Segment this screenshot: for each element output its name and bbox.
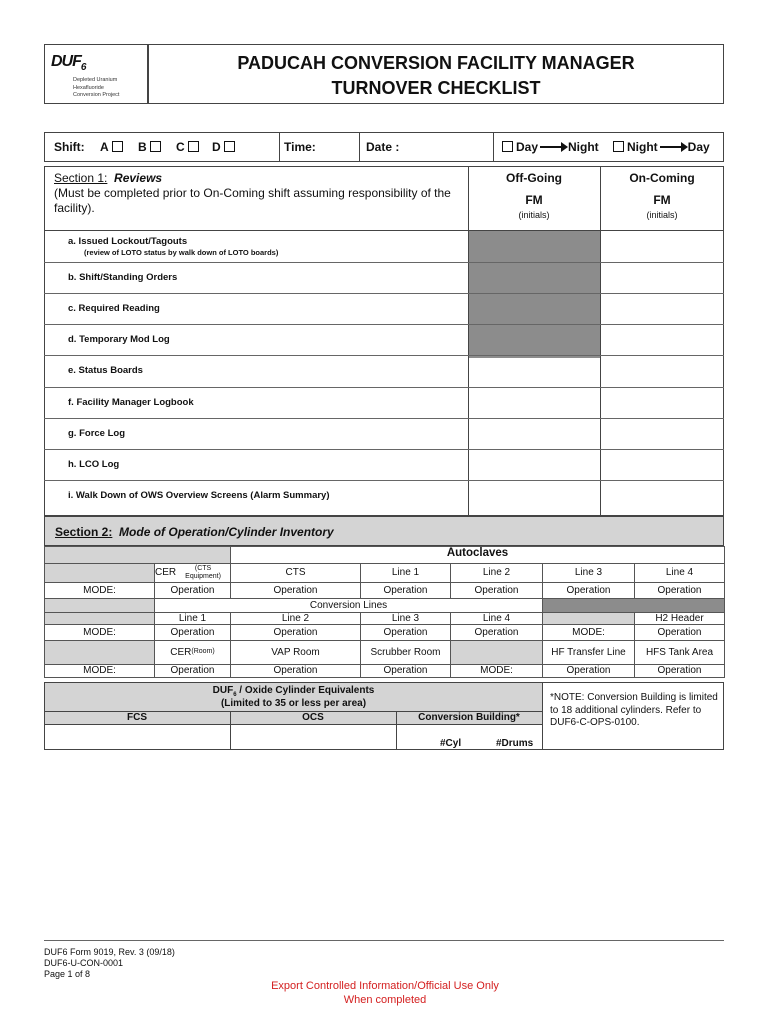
checklist-item-label: i. Walk Down of OWS Overview Screens (Alarm Summary) <box>68 489 330 501</box>
blank-gray-cell <box>44 598 155 613</box>
shift-a-checkbox[interactable] <box>112 141 123 152</box>
checklist-item-label: h. LCO Log <box>68 458 120 470</box>
shift-option-d[interactable]: D <box>212 140 238 154</box>
oncoming-initials-field[interactable] <box>601 231 723 262</box>
section2-header: Section 2: Mode of Operation/Cylinder Inventory <box>44 516 724 546</box>
operation-field[interactable]: Operation <box>154 664 231 678</box>
vap-room-header: VAP Room <box>230 640 361 665</box>
fcs-input[interactable] <box>45 725 229 749</box>
checklist-item-label: a. Issued Lockout/Tagouts <box>68 236 188 247</box>
conversion-line2-header: Line 2 <box>230 612 361 625</box>
oncoming-initials-field[interactable] <box>601 449 723 480</box>
blank-gray-cell <box>44 640 155 665</box>
autoclaves-header: Autoclaves <box>230 546 725 564</box>
shift-b-checkbox[interactable] <box>150 141 161 152</box>
oncoming-initials-field[interactable] <box>601 324 723 355</box>
oncoming-initials-field[interactable] <box>601 387 723 418</box>
operation-field[interactable]: Operation <box>230 664 361 678</box>
operation-field[interactable]: Operation <box>542 582 635 599</box>
blank-gray-cell <box>44 546 231 564</box>
conversion-lines-header: Conversion Lines <box>154 598 543 613</box>
operation-field[interactable]: Operation <box>360 582 451 599</box>
operation-field[interactable]: Operation <box>450 624 543 641</box>
logo-box <box>44 44 148 104</box>
offgoing-header: Off-Going FM (initials) <box>506 171 562 220</box>
date-field[interactable] <box>360 132 494 162</box>
operation-field[interactable]: Operation <box>154 624 231 641</box>
operation-field[interactable]: Operation <box>154 582 231 599</box>
offgoing-initials-field <box>469 293 599 324</box>
night-to-day-option[interactable]: Night Day <box>613 140 710 154</box>
mode-label: MODE: <box>44 582 155 599</box>
export-control-notice: Export Controlled Information/Official Use Only When completed <box>271 980 499 1006</box>
shift-label: Shift: <box>54 140 85 154</box>
ocs-input[interactable] <box>231 725 395 749</box>
operation-field[interactable]: Operation <box>634 582 725 599</box>
operation-field[interactable]: Operation <box>360 624 451 641</box>
conversion-line1-header: Line 1 <box>154 612 231 625</box>
cts-equipment-label: (CTS Equipment) <box>185 564 221 580</box>
autoclave-line1-header: Line 1 <box>360 563 451 583</box>
room-label: (Room) <box>191 648 215 656</box>
h2-header-label: H2 Header <box>634 612 725 625</box>
autoclave-line4-header: Line 4 <box>634 563 725 583</box>
blank-dark-cell <box>542 598 725 613</box>
operation-field[interactable]: Operation <box>542 664 635 678</box>
page-number: Page 1 of 8 <box>44 969 91 979</box>
blank-gray-cell <box>450 640 543 665</box>
duf6-logo: $DUF_6$ <box>51 53 86 74</box>
operation-field[interactable]: Operation <box>634 624 725 641</box>
cyl-label: #Cyl <box>440 738 462 749</box>
section1-title: Section 1: Reviews <box>54 171 163 185</box>
cer-header <box>154 563 231 583</box>
conversion-building-label: Conversion Building* <box>418 712 520 723</box>
cer-label: CER <box>155 567 177 579</box>
page-title-line2: TURNOVER CHECKLIST <box>331 78 541 98</box>
cer-room-header <box>154 640 231 665</box>
checklist-item-label: g. Force Log <box>68 427 125 439</box>
offgoing-initials-field[interactable] <box>469 418 599 449</box>
conversion-line3-header: Line 3 <box>360 612 451 625</box>
operation-field[interactable]: Operation <box>450 582 543 599</box>
oncoming-initials-field[interactable] <box>601 480 723 511</box>
duf-oxide-title: $DUF_6$ / Oxide Cylinder Equivalents <box>212 685 375 698</box>
cts-header: CTS <box>230 563 361 583</box>
scrubber-room-header: Scrubber Room <box>360 640 451 665</box>
oncoming-header: On-Coming FM (initials) <box>629 171 695 220</box>
shift-option-c[interactable]: C <box>176 140 202 154</box>
mode-label: MODE: <box>44 624 155 641</box>
drums-label: #Drums <box>496 738 534 749</box>
checklist-item-sublabel: (review of LOTO status by walk down of LOTO boards) <box>84 248 279 257</box>
shift-d-checkbox[interactable] <box>224 141 235 152</box>
autoclave-line3-header: Line 3 <box>542 563 635 583</box>
cer-label: CER <box>170 646 192 658</box>
offgoing-initials-field <box>469 231 599 262</box>
day-to-night-option[interactable]: Day Night <box>502 140 599 154</box>
form-id: DUF6 Form 9019, Rev. 3 (09/18) <box>44 947 175 957</box>
conversion-building-note: *NOTE: Conversion Building is limited to 18 additional cylinders. Refer to DUF6-C-OPS-0100. <box>550 692 718 728</box>
operation-field[interactable]: Operation <box>634 664 725 678</box>
date-label: Date : <box>366 140 400 154</box>
shift-c-checkbox[interactable] <box>188 141 199 152</box>
hfs-tank-area-header: HFS Tank Area <box>634 640 725 665</box>
checklist-item-label: f. Facility Manager Logbook <box>68 396 194 408</box>
shift-option-b[interactable]: B <box>138 140 164 154</box>
conversion-line4-header: Line 4 <box>450 612 543 625</box>
section1-description: (Must be completed prior to On-Coming shift assuming responsibility of the facility). <box>54 186 451 215</box>
fcs-label: FCS <box>127 712 147 723</box>
operation-field[interactable]: Operation <box>230 624 361 641</box>
night-day-checkbox[interactable] <box>613 141 624 152</box>
checklist-item-label: e. Status Boards <box>68 365 143 377</box>
arrow-right-icon <box>660 146 684 148</box>
time-label: Time: <box>284 140 316 154</box>
page-title-line1: PADUCAH CONVERSION FACILITY MANAGER <box>237 53 635 73</box>
form-id-block <box>44 947 175 980</box>
autoclave-line2-header: Line 2 <box>450 563 543 583</box>
offgoing-initials-field <box>469 324 599 355</box>
oncoming-initials-field[interactable] <box>601 293 723 324</box>
shift-option-a[interactable]: A <box>100 140 126 154</box>
blank-gray-cell <box>44 563 155 583</box>
oncoming-initials-field[interactable] <box>601 355 723 386</box>
limit-note: (Limited to 35 or less per area) <box>220 698 367 709</box>
title-box <box>148 44 724 104</box>
shift-cell <box>44 132 280 162</box>
offgoing-initials-field[interactable] <box>469 387 599 418</box>
arrow-right-icon <box>540 146 564 148</box>
offgoing-initials-field <box>469 262 599 293</box>
doc-id: DUF6-U-CON-0001 <box>44 958 124 968</box>
oncoming-initials-field[interactable] <box>601 262 723 293</box>
day-night-checkbox[interactable] <box>502 141 513 152</box>
mode-label: MODE: <box>450 664 543 678</box>
checklist-item-label: d. Temporary Mod Log <box>68 334 170 346</box>
mode-label: MODE: <box>44 664 155 678</box>
ocs-label: OCS <box>302 712 324 723</box>
offgoing-initials-field[interactable] <box>469 355 599 386</box>
checklist-item-label: b. Shift/Standing Orders <box>68 272 178 284</box>
offgoing-initials-field[interactable] <box>469 480 599 511</box>
offgoing-initials-field[interactable] <box>469 449 599 480</box>
operation-field[interactable]: Operation <box>360 664 451 678</box>
checklist-item-label: c. Required Reading <box>68 303 160 315</box>
oncoming-initials-field[interactable] <box>601 418 723 449</box>
hf-transfer-line-header: HF Transfer Line <box>542 640 635 665</box>
time-field[interactable] <box>280 132 360 162</box>
logo-caption: Depleted Uranium Hexafluoride Conversion Project <box>73 77 120 98</box>
mode-label: MODE: <box>542 624 635 641</box>
operation-field[interactable]: Operation <box>230 582 361 599</box>
